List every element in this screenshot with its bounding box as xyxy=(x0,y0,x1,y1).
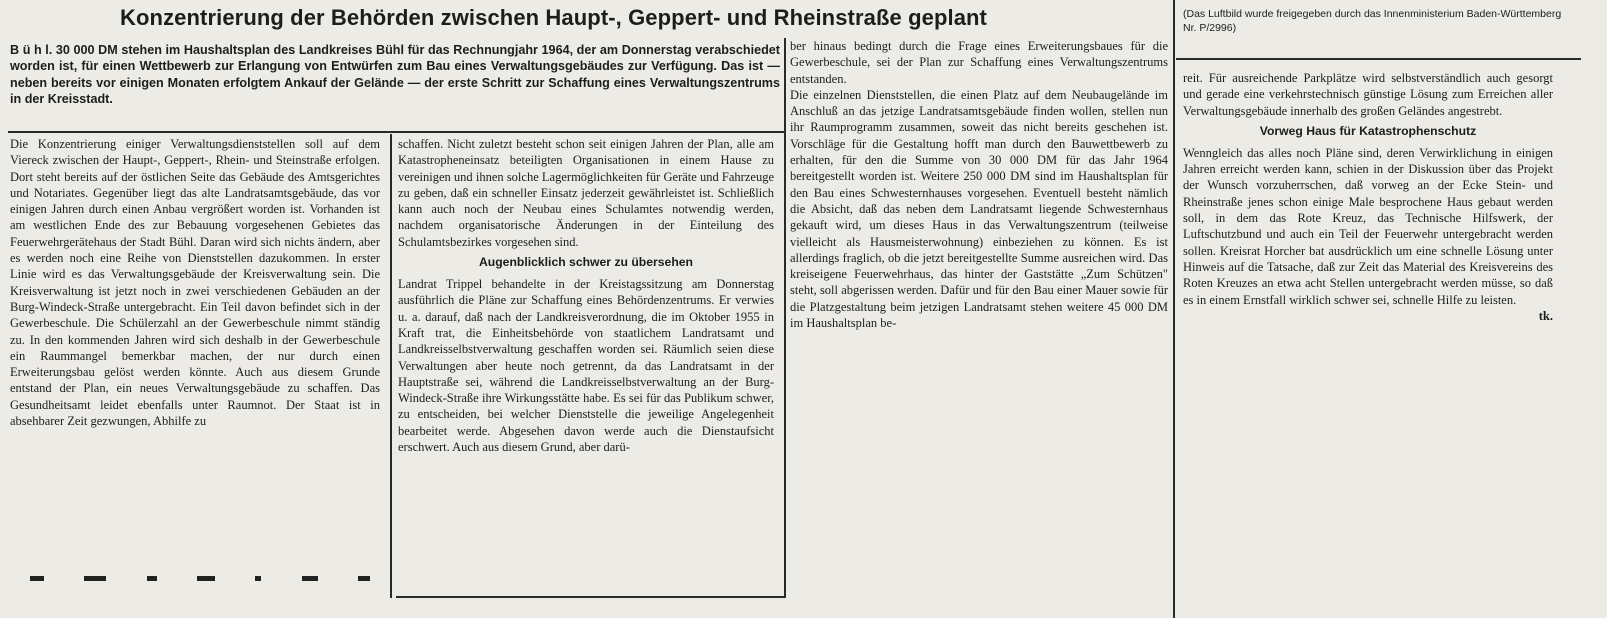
article-column-4 xyxy=(1183,70,1553,324)
column-rule-2 xyxy=(390,134,392,598)
article-column-2 xyxy=(398,136,774,455)
column-1-text: Die Konzentrierung einiger Verwaltungsdienststellen soll auf dem Viereck zwischen der Haupt-, Geppert-, Rhein- und Steinstraße erfolgen. Dort steht bereits auf der östlichen Seite das Gebäude des Amtsgerichtes und Notariates. Gegenüber liegt das alte Landratsamtsgebäude, das vor einigen Jahren durch einen Anbau vergrößert worden ist. Vorhanden ist am westlichen Ende des zur Bebauung vorgesehenen Gebietes das Feuerwehrgerätehaus der Stadt Bühl. Daran wird sich nichts ändern, aber es werden noch eine Reihe von Dienststellen dazukommen. In erster Linie wird es das Verwaltungsgebäude der Kreisverwaltung sein. Die Kreisverwaltung ist jetzt noch in zwei verschiedenen Gebäuden an der Burg-Windeck-Straße untergebracht. Ein Teil davon befindet sich in der Gewerbeschule. Die Schülerzahl an der Gewerbeschule nimmt ständig zu. In den kommenden Jahren wird sich deshalb in der Gewerbeschule ein Raummangel bemerkbar machen, der nur durch einen Erweiterungsbau gelöst werden könnte. Auch aus diesem Grunde entstand der Plan, ein neues Verwaltungsgebäude zu schaffen. Das Gesundheitsamt leidet ebenfalls unter Raumnot. Der Staat ist in absehbarer Zeit gezwungen, Abhilfe zu xyxy=(10,137,380,429)
column-rule-3 xyxy=(784,38,786,598)
author-signature: tk. xyxy=(1538,308,1553,323)
subheading-2: Vorweg Haus für Katastrophenschutz xyxy=(1259,123,1477,138)
headline: Konzentrierung der Behörden zwischen Haupt-, Geppert- und Rheinstraße geplant xyxy=(120,5,987,30)
photo-caption: (Das Luftbild wurde freigegeben durch das Innenministerium Baden-Württemberg Nr. P/2996) xyxy=(1183,8,1562,34)
column-2-text-b: Landrat Trippel behandelte in der Kreistagssitzung am Donnerstag ausführlich die Pläne zur Schaffung eines Behördenzentrums. Er verwies u. a. darauf, daß nach der Landkreisverordnung, die im Oktober 1955 in Kraft trat, die Einheitsbehörde von staatlichem Landratsamt und Landkreisselbstverwaltung geschaffen worden sei. Räumlich seien diese Verwaltungen aber heute noch getrennt, da das Landratsamt in der Hauptstraße sei, während die Landkreisselbstverwaltung an der Burg-Windeck-Straße ihre Wirkungsstätte habe. Es sei für das Publikum schwer, zu entscheiden, bei welcher Dienststelle die jeweilige Angelegenheit bearbeitet werde. Abgesehen davon werde auch die Dienstaufsicht erschwert. Auch aus diesem Grund, aber darü- xyxy=(398,277,774,455)
article-column-3 xyxy=(790,38,1168,331)
ornament-line xyxy=(30,574,370,582)
bottom-rule xyxy=(396,596,784,598)
column-4-text-b: Wenngleich das alles noch Pläne sind, deren Verwirklichung in einigen Jahren erreicht werden kann, schien in der Diskussion über das Projekt der Wunsch vorzuherrschen, daß vorweg an der Ecke Stein- und Rheinstraße jenes schon einige Male besprochene Haus gebaut werden soll, in dem das Rote Kreuz, das Technische Hilfswerk, der Luftschutzbund und auch ein Teil der Feuerwehr untergebracht werden sollen. Kreisrat Horcher bat ausdrücklich um eine schnelle Lösung unter Hinweis auf die Tatsache, daß zur Zeit das Material des Kreisvereins des Roten Kreuzes an etwa acht Stellen untergebracht werden müsse, so daß es in einem Ernstfall wirklich schwer sei, schnelle Hilfe zu leisten. xyxy=(1183,145,1553,307)
column-3-text-b: Die einzelnen Dienststellen, die einen Platz auf dem Neubaugelände im Anschluß an das jetzige Landratsamtsgebäude finden wollen, stellen nun ihr Raumprogramm zusammen, soweit das nicht bereits geschehen ist. Vorschläge für die Gestaltung hofft man durch den Bauwettbewerb zu erhalten, für den die Summe von 30 000 DM für das Jahr 1964 bereitgestellt worden ist. Weitere 250 000 DM sind im Haushaltsplan für den Bau eines Schwesternhauses vorgesehen. Eventuell besteht nämlich die Absicht, daß das neben dem Landratsamt liegende Schwesternhaus gekauft wird, um dieses Haus in das Verwaltungszentrum (teilweise vielleicht als Hausmeisterwohnung) einbeziehen zu können. Es ist allerdings fraglich, ob die jetzt bereitgestellte Summe ausreichen wird. Das kreiseigene Feuerwehrhaus, das hinter der Gaststätte „Zum Schützen" steht, soll abgerissen werden. Dafür und für den Bau einer Mauer sowie für die Platzgestaltung beim jetzigen Landratsamt stehen weitere 45 000 DM im Haushaltsplan be- xyxy=(790,87,1168,331)
column-3-text-a: ber hinaus bedingt durch die Frage eines Erweiterungsbaues für die Gewerbeschule, sei der Plan zur Schaffung eines Verwaltungszentrums entstanden. xyxy=(790,39,1168,86)
column-rule-right xyxy=(1173,0,1175,618)
subheading-1: Augenblicklich schwer zu übersehen xyxy=(478,255,693,270)
column-4-text-a: reit. Für ausreichende Parkplätze wird selbstverständlich auch gesorgt und gerade eine verkehrstechnisch günstige Lösung zum Erreichen aller Verwaltungsgebäude innerhalb des großen Geländes angestrebt. xyxy=(1183,71,1553,118)
column-2-text-a: schaffen. Nicht zuletzt besteht schon seit einigen Jahren der Plan, alle am Katastropheneinsatz beteiligten Organisationen in einem Hause zu vereinigen und ihnen solche Lagermöglichkeiten für Geräte und Fahrzeuge zu geben, daß ein schneller Einsatz jederzeit gewährleistet ist. Schließlich kann auch noch der Neubau eines Schulamtes notwendig werden, nachdem organisatorische Änderungen in der Einteilung des Schulamtsbezirkes vorgesehen sind. xyxy=(398,137,774,249)
lead-rule xyxy=(8,131,784,133)
lead-paragraph: B ü h l. 30 000 DM stehen im Haushaltsplan des Landkreises Bühl für das Rechnungjahr 1964, der am Donnerstag verabschiedet worden ist, für einen Wettbewerb zur Erlangung von Entwürfen zum Bau eines Verwaltungsgebäudes zur Verfügung. Das ist — neben bereits vor einigen Monaten erfolgtem Ankauf der Gelände — der erste Schritt zur Schaffung eines Verwaltungszentrums in der Kreisstadt. xyxy=(10,43,780,107)
article-column-1 xyxy=(10,136,380,429)
caption-rule xyxy=(1176,58,1581,60)
